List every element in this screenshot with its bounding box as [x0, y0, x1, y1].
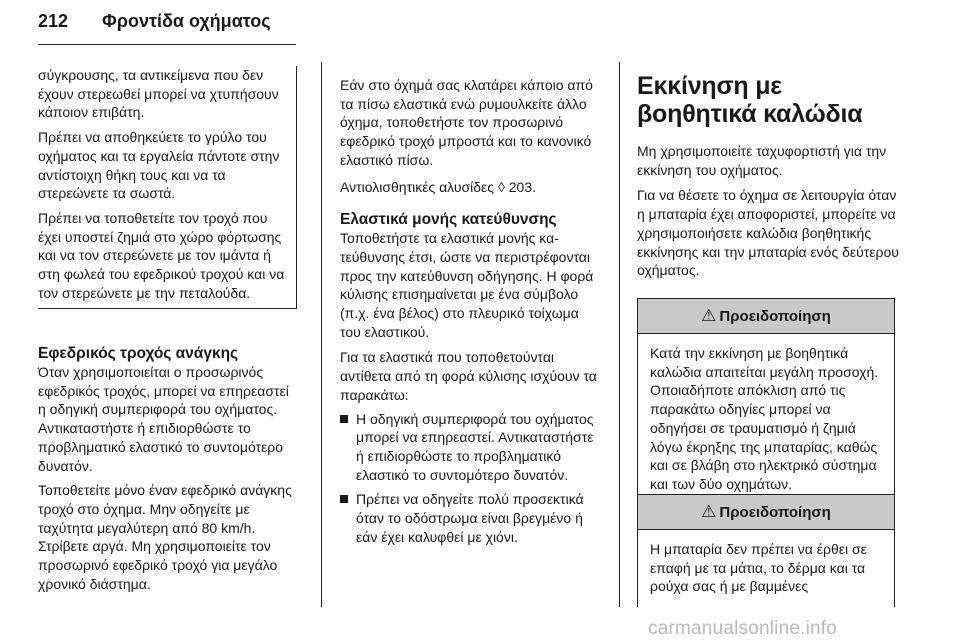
list-item: Πρέπει να οδηγείτε πολύ προσεκτικά όταν το οδόστρωμα είναι βρεγμένο ή εάν έχει καλυφθεί με χιόνι. [340, 490, 602, 546]
column-divider [619, 62, 620, 607]
warning-box [637, 298, 895, 503]
warning-title: Προειδοποίηση [719, 503, 831, 521]
section-heading: Εφεδρικός τροχός ανάγκης [38, 345, 239, 362]
box-paragraph: σύγκρουσης, τα αντικείμενα που δεν έχουν στερεωθεί μπορεί να χτυπήσουν κάποιον επιβάτη. [38, 67, 279, 121]
body-paragraph: Εάν στο όχημά σας κλατάρει κάποιο από τα πίσω ελαστικά ενώ ρυμουλκείτε άλλο όχημα, τοποθετήστε τον προσωρινό εφεδρικό τροχό μπροστά και το κανονικό ελαστικό πίσω. [340, 77, 593, 168]
section-heading: Ελαστικά μονής κατεύθυνσης [340, 211, 557, 229]
page-number: 212 [38, 10, 69, 31]
body-paragraph: Μη χρησιμοποιείτε ταχυφορτιστή για την εκκίνηση του οχήματος. [637, 143, 887, 178]
warning-text: Η μπαταρία δεν πρέπει να έρθει σε επαφή με τα μάτια, το δέρμα και τα ρούχα σας ή με βαμμένες [650, 541, 867, 595]
section-heading: Εκκίνηση με βοηθητικά καλώδια [637, 72, 863, 128]
body-paragraph: Για τα ελαστικά που τοποθετούνται αντίθετα από τη φορά κύλισης ισχύουν τα παρακάτω: [340, 349, 597, 403]
body-paragraph: Όταν χρησιμοποιείται ο προσωρινός εφεδρικός τροχός, μπορεί να επηρεαστεί η οδηγική συμπεριφορά του οχήματος. Αντικαταστήστε ή επιδιορθώστε το προβληματικό ελαστικό το συντομότερο δυνατόν. [38, 364, 289, 474]
warning-body [638, 530, 894, 604]
warning-title: Προειδοποίηση [719, 307, 831, 325]
warning-text: Κατά την εκκίνηση με βοηθητικά καλώδια απαιτείται μεγάλη προσοχή. Οποιαδήποτε απόκλιση από τις παρακάτω οδηγίες μπορεί να οδηγήσει σε τραυματισμό ή ζημιά λόγω έκρηξης της μπαταρίας, καθώς και σε βλάβη στο ηλεκτρικό σύστημα και των δύο οχημάτων. [650, 345, 879, 492]
page-ref: 203. [508, 178, 536, 195]
tyre-column [340, 76, 602, 546]
cross-reference [340, 178, 602, 197]
bullet-list [340, 410, 602, 547]
continued-warning-box [38, 66, 297, 309]
page-ref-arrow-icon: ◊ [497, 178, 505, 195]
warning-header [638, 299, 894, 334]
list-item: Η οδηγική συμπεριφορά του οχήματος μπορεί να επηρεαστεί. Αντικαταστήστε ή επιδιορθώστε το προβληματικό ελαστικό το συντομότερο δυνατόν. [340, 410, 602, 485]
header-rule [38, 44, 296, 45]
section-title: Φροντίδα οχήματος [102, 10, 271, 31]
body-paragraph: Τοποθετείτε μόνο έναν εφεδρικό ανάγκης τροχό στο όχημα. Μην οδηγείτε με ταχύτητα μεγαλύτερη από 80 km/h. Στρίβετε αργά. Μη χρησιμοποιείτε τον προσωρινό εφεδρικό τροχό για μεγάλο χρονικό διάστημα. [38, 482, 292, 592]
warning-triangle-icon: ⚠ [701, 306, 717, 325]
box-paragraph: Πρέπει να αποθηκεύετε το γρύλο του οχήματος και τα εργαλεία πάντοτε στην αντίστοιχη θήκη τους και να τα στερεώνετε τα σωστά. [38, 129, 280, 202]
warning-header [638, 495, 894, 530]
body-paragraph: Τοποθετήστε τα ελαστικά μονής κατεύθυνσης έτσι, ώστε να περιστρέφονται προς την κατεύθυνση οδήγησης. Η φορά κύλισης επισημαίνεται με ένα σύμβολο (π.χ. ένα βέλος) στο πλευρικό τοίχωμα του ελαστικού. [340, 230, 594, 340]
jump-start-section [637, 72, 907, 280]
bullet-square-icon [340, 415, 348, 423]
warning-box [637, 494, 895, 607]
body-paragraph: Για να θέσετε το όχημα σε λειτουργία όταν η μπαταρία έχει αποφοριστεί, μπορείτε να χρησιμοποιήσετε καλώδια βοηθητικής εκκίνησης και την μπαταρία ενός δεύτερου οχήματος. [637, 187, 899, 279]
bullet-square-icon [340, 495, 348, 503]
column-divider [321, 62, 322, 607]
warning-triangle-icon: ⚠ [701, 502, 717, 521]
spare-wheel-section [38, 344, 298, 593]
box-paragraph: Πρέπει να τοποθετείτε τον τροχό που έχει υποστεί ζημιά στο χώρο φόρτωσης και να τον στερεώνετε με τον ιμάντα ή στη φωλεά του εφεδρικού τροχού και να τον στερεώνετε με την πεταλούδα. [38, 209, 285, 301]
snow-chains-label: Αντιολισθητικές αλυσίδες [340, 178, 495, 195]
warning-body [638, 334, 894, 502]
watermark: carmanualsonline.info [648, 618, 838, 639]
page-header [38, 6, 271, 36]
